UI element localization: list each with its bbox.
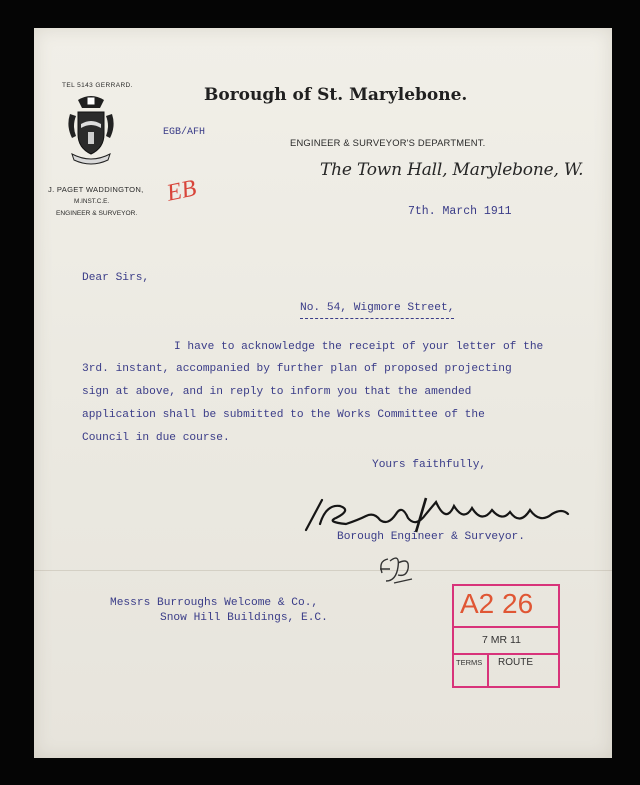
- signatory-title: Borough Engineer & Surveyor.: [337, 531, 525, 543]
- stamp-route: ROUTE: [498, 657, 533, 668]
- recipient-line: Snow Hill Buildings, E.C.: [160, 612, 328, 624]
- filing-stamp: [452, 584, 560, 688]
- subject-line: No. 54, Wigmore Street,: [300, 302, 454, 319]
- borough-coat-of-arms-icon: [66, 94, 116, 171]
- recipient-line: Messrs Burroughs Welcome & Co.,: [110, 597, 319, 609]
- stamp-terms: TERMS: [456, 658, 483, 667]
- telephone-number: TEL 5143 GERRARD.: [62, 82, 133, 89]
- engineer-name: J. PAGET WADDINGTON,: [48, 185, 144, 194]
- closing: Yours faithfully,: [372, 459, 487, 471]
- stamp-number: A2 26: [460, 588, 534, 619]
- paper-fold-line: [34, 570, 612, 571]
- body-line: I have to acknowledge the receipt of your letter of the: [174, 341, 544, 353]
- body-line: sign at above, and in reply to inform you that the amended: [82, 386, 472, 398]
- red-initials-annotation: EB: [164, 175, 199, 207]
- department-name: ENGINEER & SURVEYOR'S DEPARTMENT.: [290, 137, 486, 148]
- reference-code: EGB/AFH: [163, 127, 206, 138]
- body-line: 3rd. instant, accompanied by further plan of proposed projecting: [82, 363, 512, 375]
- body-line: Council in due course.: [82, 432, 230, 444]
- engineer-qualifications: M.INST.C.E.: [74, 198, 110, 205]
- stamp-date: 7 MR 11: [482, 634, 521, 646]
- body-line: application shall be submitted to the Works Committee of the: [82, 409, 485, 421]
- borough-title: Borough of St. Marylebone.: [204, 85, 468, 105]
- engineer-title: ENGINEER & SURVEYOR.: [56, 210, 138, 217]
- handwritten-initials: [376, 553, 416, 590]
- salutation: Dear Sirs,: [82, 272, 150, 284]
- letter-date: 7th. March 1911: [408, 205, 512, 218]
- town-hall-address: The Town Hall, Marylebone, W.: [320, 160, 584, 180]
